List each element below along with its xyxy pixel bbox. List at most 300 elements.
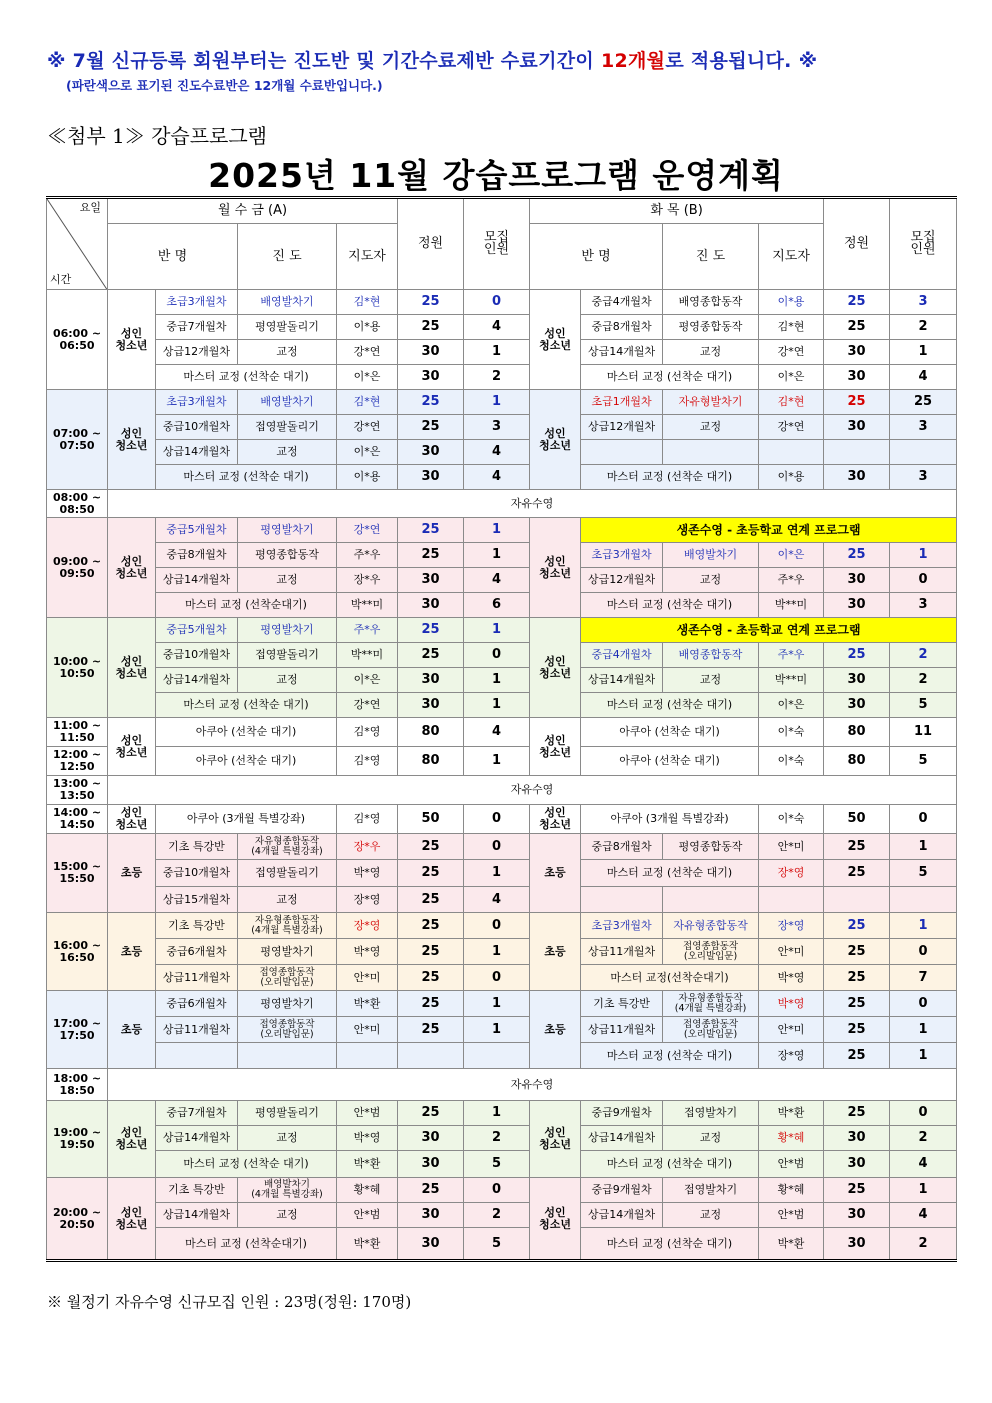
class-name: 중급8개월차 [156, 543, 238, 568]
instructor: 박*영 [759, 991, 824, 1017]
class-name: 마스터 교정 (선착순대기) [156, 1228, 337, 1261]
progress: 교정 [238, 668, 337, 693]
instructor: 이*용 [759, 465, 824, 490]
recruit: 1 [464, 518, 530, 543]
capacity: 30 [398, 1126, 464, 1151]
time-slot: 10:00 ~ 10:50 [47, 618, 108, 718]
class-name: 마스터 교정(선착순대기) [581, 965, 759, 991]
group-label: 초등 [108, 991, 156, 1069]
class-name: 기초 특강반 [581, 991, 663, 1017]
notice-line [47, 46, 817, 73]
page-title: 2025년 11월 강습프로그램 운영계획 [208, 156, 784, 195]
time-label: 시간 [50, 273, 72, 286]
recruit: 4 [464, 718, 530, 747]
instructor: 이*은 [337, 668, 398, 693]
progress: 배영발차기 [238, 390, 337, 415]
class-name: 중급10개월차 [156, 643, 238, 668]
progress: 배영발차기 [663, 543, 759, 568]
subnotice: (파란색으로 표기된 진도수료반은 12개월 수료반입니다.) [66, 78, 383, 93]
recruit: 3 [890, 415, 957, 440]
capacity: 25 [398, 913, 464, 939]
recruit-header-a: 모집 인원 [464, 198, 530, 290]
capacity: 25 [398, 939, 464, 965]
instructor: 강*연 [337, 340, 398, 365]
recruit: 1 [464, 860, 530, 887]
capacity: 30 [824, 1151, 890, 1178]
instructor: 박*환 [337, 1228, 398, 1261]
time-slot: 08:00 ~ 08:50 [47, 490, 108, 518]
progress-header-a: 진 도 [238, 224, 337, 290]
class-name: 초급3개월차 [156, 390, 238, 415]
instructor: 장*우 [337, 834, 398, 860]
recruit: 0 [890, 568, 957, 593]
capacity: 30 [398, 465, 464, 490]
capacity: 25 [824, 1017, 890, 1043]
recruit: 0 [464, 643, 530, 668]
instructor: 이*숙 [759, 747, 824, 776]
progress: 접영팔돌리기 [238, 860, 337, 887]
progress: 배영종합동작 [663, 290, 759, 315]
instructor: 장*영 [337, 913, 398, 939]
progress: 평영팔돌리기 [238, 315, 337, 340]
capacity: 30 [398, 440, 464, 465]
instructor: 안*범 [759, 1151, 824, 1178]
instructor: 강*연 [759, 415, 824, 440]
class-name: 상급11개월차 [156, 965, 238, 991]
capacity: 25 [824, 1101, 890, 1126]
instructor: 안*미 [337, 965, 398, 991]
capacity: 30 [824, 465, 890, 490]
class-name: 아쿠아 (3개월 특별강좌) [581, 805, 759, 834]
progress: 평영팔돌리기 [238, 1101, 337, 1126]
instructor: 주*우 [759, 568, 824, 593]
class-name: 상급11개월차 [581, 939, 663, 965]
class-name: 마스터 교정 (선착순 대기) [581, 860, 759, 887]
capacity: 25 [398, 543, 464, 568]
class-name: 마스터 교정 (선착순 대기) [156, 365, 337, 390]
group-b-header: 화 목 (B) [530, 198, 824, 224]
progress: 접영종합동작 (오리발입문) [238, 965, 337, 991]
progress: 접영팔돌리기 [238, 415, 337, 440]
empty-cell [581, 440, 663, 465]
instructor: 황*혜 [337, 1178, 398, 1203]
group-label: 성인 청소년 [108, 718, 156, 776]
day-time-header [47, 198, 108, 290]
instructor: 이*숙 [759, 805, 824, 834]
capacity: 25 [824, 965, 890, 991]
class-name: 아쿠아 (선착순 대기) [156, 747, 337, 776]
recruit: 0 [890, 1101, 957, 1126]
instructor-header-a: 지도자 [337, 224, 398, 290]
program-banner: 생존수영 - 초등학교 연계 프로그램 [581, 518, 957, 543]
instructor: 강*연 [759, 340, 824, 365]
class-name: 아쿠아 (선착순 대기) [581, 747, 759, 776]
recruit: 1 [464, 1017, 530, 1043]
capacity: 25 [398, 415, 464, 440]
group-label: 성인 청소년 [530, 1101, 581, 1178]
class-name: 아쿠아 (선착순 대기) [581, 718, 759, 747]
capacity: 25 [398, 1178, 464, 1203]
capacity: 30 [398, 1203, 464, 1228]
recruit: 3 [890, 465, 957, 490]
capacity: 25 [398, 290, 464, 315]
recruit: 7 [890, 965, 957, 991]
recruit: 1 [464, 618, 530, 643]
time-slot: 12:00 ~ 12:50 [47, 747, 108, 776]
capacity: 30 [824, 668, 890, 693]
recruit: 5 [890, 693, 957, 718]
notice-text: ※ 7월 신규등록 회원부터는 진도반 및 기간수료제반 수료기간이 [47, 50, 601, 72]
group-label: 성인 청소년 [108, 290, 156, 390]
instructor: 이*은 [759, 693, 824, 718]
class-name: 상급12개월차 [156, 340, 238, 365]
progress: 교정 [663, 668, 759, 693]
instructor: 박*영 [337, 1126, 398, 1151]
recruit: 4 [890, 365, 957, 390]
recruit: 3 [890, 593, 957, 618]
capacity: 30 [824, 693, 890, 718]
recruit: 1 [464, 991, 530, 1017]
instructor: 이*은 [337, 440, 398, 465]
empty-cell [156, 1043, 238, 1069]
group-label: 성인 청소년 [108, 805, 156, 834]
class-name: 상급15개월차 [156, 887, 238, 913]
class-name: 중급6개월차 [156, 939, 238, 965]
recruit: 1 [464, 543, 530, 568]
time-slot: 16:00 ~ 16:50 [47, 913, 108, 991]
progress: 접영발차기 [663, 1101, 759, 1126]
progress: 교정 [663, 1126, 759, 1151]
recruit: 2 [890, 1228, 957, 1261]
class-name: 마스터 교정 (선착순 대기) [581, 365, 759, 390]
time-slot: 18:00 ~ 18:50 [47, 1069, 108, 1101]
capacity: 25 [824, 913, 890, 939]
capacity: 25 [398, 834, 464, 860]
capacity: 30 [824, 1228, 890, 1261]
progress: 평영발차기 [238, 939, 337, 965]
recruit: 0 [464, 1178, 530, 1203]
group-label: 성인 청소년 [530, 805, 581, 834]
empty-cell [464, 1043, 530, 1069]
class-name: 마스터 교정 (선착순 대기) [581, 693, 759, 718]
group-label: 초등 [530, 834, 581, 913]
group-label: 성인 청소년 [108, 390, 156, 490]
class-name: 초급1개월차 [581, 390, 663, 415]
class-name: 상급12개월차 [581, 568, 663, 593]
progress: 자유형종합동작 [663, 913, 759, 939]
capacity: 25 [398, 643, 464, 668]
group-label: 성인 청소년 [108, 518, 156, 618]
instructor: 박*영 [337, 860, 398, 887]
group-label: 초등 [108, 834, 156, 913]
capacity: 25 [398, 887, 464, 913]
recruit: 2 [464, 1203, 530, 1228]
progress: 교정 [663, 1203, 759, 1228]
recruit: 1 [890, 1178, 957, 1203]
capacity-header-b: 정원 [824, 198, 890, 290]
class-name: 중급10개월차 [156, 860, 238, 887]
capacity: 25 [824, 834, 890, 860]
group-label: 성인 청소년 [530, 1178, 581, 1261]
group-label: 성인 청소년 [530, 718, 581, 776]
group-label: 성인 청소년 [530, 518, 581, 618]
recruit: 1 [890, 834, 957, 860]
recruit: 0 [464, 290, 530, 315]
progress: 평영발차기 [238, 618, 337, 643]
class-name: 아쿠아 (선착순 대기) [156, 718, 337, 747]
instructor: 김*영 [337, 718, 398, 747]
recruit: 0 [464, 834, 530, 860]
progress: 평영종합동작 [663, 315, 759, 340]
capacity: 30 [824, 1126, 890, 1151]
class-name: 상급14개월차 [581, 340, 663, 365]
capacity: 30 [398, 568, 464, 593]
capacity: 25 [398, 860, 464, 887]
class-header-a: 반 명 [108, 224, 238, 290]
recruit: 4 [464, 887, 530, 913]
group-label: 초등 [530, 913, 581, 991]
recruit-header-b: 모집 인원 [890, 198, 957, 290]
capacity-header-a: 정원 [398, 198, 464, 290]
instructor: 이*숙 [759, 718, 824, 747]
time-slot: 11:00 ~ 11:50 [47, 718, 108, 747]
progress: 교정 [663, 415, 759, 440]
time-slot: 13:00 ~ 13:50 [47, 776, 108, 805]
capacity: 25 [398, 518, 464, 543]
instructor: 주*우 [337, 543, 398, 568]
instructor: 김*현 [337, 290, 398, 315]
recruit: 1 [464, 340, 530, 365]
empty-cell [337, 1043, 398, 1069]
class-name: 상급11개월차 [581, 1017, 663, 1043]
recruit: 1 [890, 340, 957, 365]
progress: 배영종합동작 [663, 643, 759, 668]
class-name: 마스터 교정 (선착순 대기) [581, 1151, 759, 1178]
progress: 평영종합동작 [238, 543, 337, 568]
class-name: 중급5개월차 [156, 618, 238, 643]
program-banner: 생존수영 - 초등학교 연계 프로그램 [581, 618, 957, 643]
progress: 자유형종합동작 (4개월 특별강좌) [663, 991, 759, 1017]
time-slot: 09:00 ~ 09:50 [47, 518, 108, 618]
group-label: 초등 [530, 991, 581, 1069]
class-name: 마스터 교정 (선착순 대기) [581, 593, 759, 618]
capacity: 25 [824, 290, 890, 315]
capacity: 25 [824, 1178, 890, 1203]
capacity: 50 [398, 805, 464, 834]
instructor: 김*현 [759, 315, 824, 340]
capacity: 30 [824, 593, 890, 618]
class-name: 중급9개월차 [581, 1101, 663, 1126]
instructor: 이*용 [337, 465, 398, 490]
progress: 접영발차기 [663, 1178, 759, 1203]
instructor: 안*미 [337, 1017, 398, 1043]
class-name: 마스터 교정 (선착순 대기) [581, 1228, 759, 1261]
recruit: 1 [464, 668, 530, 693]
notice-highlight: 12개월 [600, 50, 666, 72]
notice-text-end: 로 적용됩니다. ※ [665, 50, 818, 72]
recruit: 4 [890, 1151, 957, 1178]
class-name: 마스터 교정 (선착순 대기) [581, 1043, 759, 1069]
capacity: 30 [398, 668, 464, 693]
instructor: 장*영 [759, 913, 824, 939]
capacity: 25 [398, 1101, 464, 1126]
class-name: 상급14개월차 [156, 568, 238, 593]
instructor: 이*용 [337, 315, 398, 340]
time-slot: 15:00 ~ 15:50 [47, 834, 108, 913]
group-label: 초등 [108, 913, 156, 991]
class-name: 초급3개월차 [581, 913, 663, 939]
class-name: 마스터 교정 (선착순 대기) [581, 465, 759, 490]
recruit: 1 [890, 913, 957, 939]
instructor: 안*범 [759, 1203, 824, 1228]
progress: 교정 [238, 568, 337, 593]
recruit: 4 [464, 568, 530, 593]
instructor: 장*우 [337, 568, 398, 593]
capacity: 80 [824, 747, 890, 776]
instructor: 박*영 [759, 965, 824, 991]
class-name: 상급14개월차 [581, 1203, 663, 1228]
time-slot: 20:00 ~ 20:50 [47, 1178, 108, 1261]
class-name: 상급14개월차 [581, 1126, 663, 1151]
recruit: 5 [890, 747, 957, 776]
progress: 배영발차기 [238, 290, 337, 315]
recruit: 5 [464, 1228, 530, 1261]
capacity: 25 [398, 618, 464, 643]
capacity: 80 [824, 718, 890, 747]
empty-cell [824, 440, 890, 465]
capacity: 30 [398, 365, 464, 390]
time-slot: 17:00 ~ 17:50 [47, 991, 108, 1069]
class-name: 기초 특강반 [156, 1178, 238, 1203]
capacity: 25 [398, 1017, 464, 1043]
instructor: 강*연 [337, 518, 398, 543]
capacity: 25 [824, 390, 890, 415]
class-name: 중급10개월차 [156, 415, 238, 440]
instructor: 박*영 [337, 939, 398, 965]
instructor: 박**미 [337, 643, 398, 668]
class-header-b: 반 명 [530, 224, 663, 290]
recruit: 2 [890, 1126, 957, 1151]
instructor: 황*혜 [759, 1178, 824, 1203]
instructor-header-b: 지도자 [759, 224, 824, 290]
instructor: 이*은 [759, 365, 824, 390]
instructor: 안*미 [759, 939, 824, 965]
class-name: 상급14개월차 [156, 1126, 238, 1151]
class-name: 마스터 교정 (선착순 대기) [156, 693, 337, 718]
progress: 교정 [238, 340, 337, 365]
instructor: 황*혜 [759, 1126, 824, 1151]
class-name: 상급14개월차 [581, 668, 663, 693]
empty-cell [581, 887, 663, 913]
recruit: 1 [464, 939, 530, 965]
instructor: 안*미 [759, 1017, 824, 1043]
instructor: 김*영 [337, 805, 398, 834]
empty-cell [398, 1043, 464, 1069]
instructor: 박*환 [759, 1101, 824, 1126]
recruit: 11 [890, 718, 957, 747]
progress: 접영종합동작 (오리발입문) [663, 1017, 759, 1043]
class-name: 중급6개월차 [156, 991, 238, 1017]
time-slot: 14:00 ~ 14:50 [47, 805, 108, 834]
capacity: 80 [398, 718, 464, 747]
day-label: 요일 [79, 201, 101, 214]
group-label: 성인 청소년 [108, 1178, 156, 1261]
instructor: 강*연 [337, 693, 398, 718]
capacity: 25 [824, 1043, 890, 1069]
progress: 자유형발차기 [663, 390, 759, 415]
schedule-table [46, 196, 957, 1262]
class-name: 기초 특강반 [156, 913, 238, 939]
capacity: 25 [824, 315, 890, 340]
capacity: 30 [398, 1228, 464, 1261]
instructor: 안*미 [759, 834, 824, 860]
group-a-header: 월 수 금 (A) [108, 198, 398, 224]
group-label: 성인 청소년 [108, 618, 156, 718]
recruit: 1 [464, 693, 530, 718]
class-name: 초급3개월차 [156, 290, 238, 315]
instructor: 강*연 [337, 415, 398, 440]
recruit: 1 [890, 1017, 957, 1043]
progress: 자유형종합동작 (4개월 특별강좌) [238, 913, 337, 939]
empty-cell [663, 440, 759, 465]
class-name: 중급4개월차 [581, 643, 663, 668]
recruit: 25 [890, 390, 957, 415]
recruit: 3 [464, 415, 530, 440]
recruit: 4 [890, 1203, 957, 1228]
attachment-label: ≪첨부 1≫ 강습프로그램 [47, 124, 267, 148]
capacity: 25 [824, 643, 890, 668]
recruit: 5 [464, 1151, 530, 1178]
instructor: 김*현 [759, 390, 824, 415]
progress: 교정 [238, 440, 337, 465]
class-name: 상급12개월차 [581, 415, 663, 440]
class-name: 상급14개월차 [156, 1203, 238, 1228]
class-name: 중급8개월차 [581, 834, 663, 860]
progress: 교정 [238, 1203, 337, 1228]
recruit: 2 [890, 315, 957, 340]
capacity: 25 [824, 939, 890, 965]
class-name: 마스터 교정 (선착순 대기) [156, 1151, 337, 1178]
instructor: 이*은 [759, 543, 824, 568]
time-slot: 19:00 ~ 19:50 [47, 1101, 108, 1178]
instructor: 안*범 [337, 1203, 398, 1228]
empty-cell [759, 887, 824, 913]
time-slot: 07:00 ~ 07:50 [47, 390, 108, 490]
capacity: 25 [824, 860, 890, 887]
progress: 평영발차기 [238, 991, 337, 1017]
empty-cell [824, 887, 890, 913]
recruit: 2 [890, 668, 957, 693]
instructor: 박**미 [337, 593, 398, 618]
capacity: 30 [398, 1151, 464, 1178]
capacity: 30 [824, 415, 890, 440]
empty-cell [890, 440, 957, 465]
progress: 접영종합동작 (오리발입문) [663, 939, 759, 965]
progress: 자유형종합동작 (4개월 특별강좌) [238, 834, 337, 860]
group-label: 성인 청소년 [530, 290, 581, 390]
instructor: 주*우 [759, 643, 824, 668]
capacity: 30 [824, 568, 890, 593]
class-name: 초급3개월차 [581, 543, 663, 568]
recruit: 6 [464, 593, 530, 618]
recruit: 0 [890, 939, 957, 965]
recruit: 1 [464, 1101, 530, 1126]
capacity: 25 [824, 543, 890, 568]
recruit: 0 [890, 991, 957, 1017]
instructor: 박*환 [337, 1151, 398, 1178]
free-swim: 자유수영 [108, 776, 957, 805]
capacity: 30 [398, 693, 464, 718]
